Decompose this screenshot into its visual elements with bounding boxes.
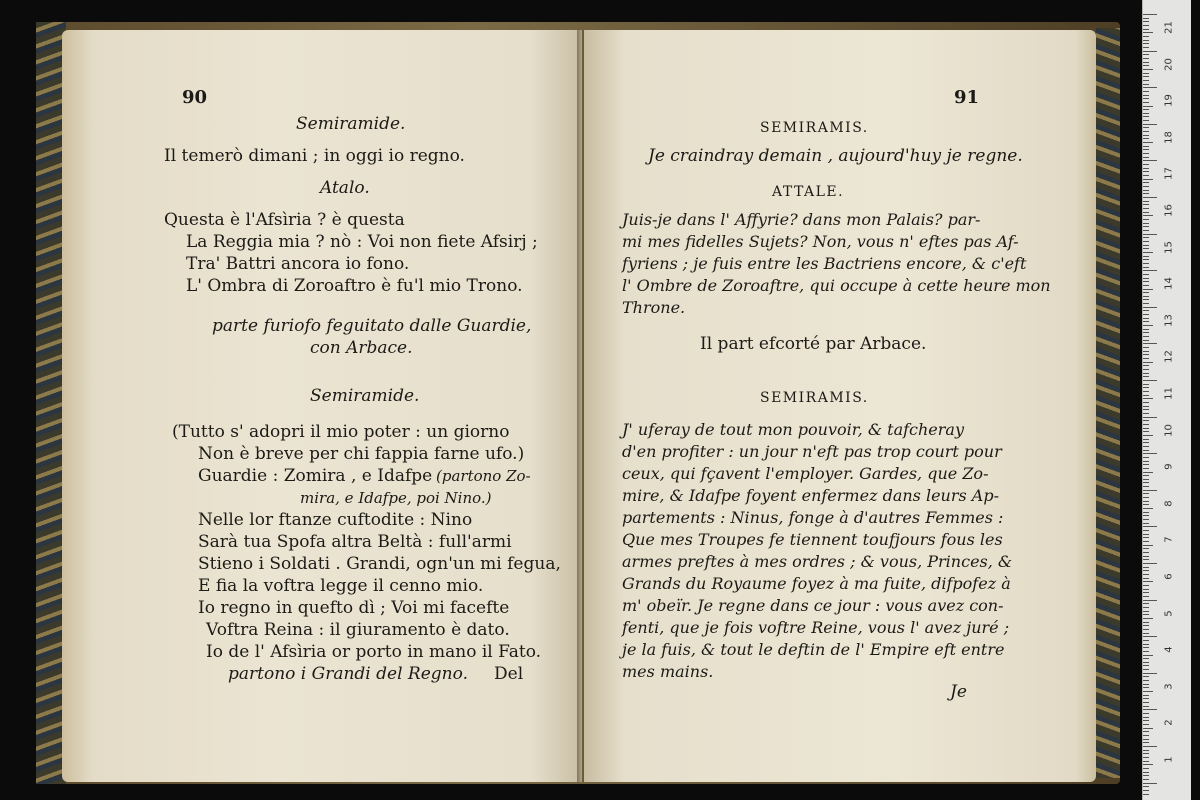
verse-line: La Reggia mia ? nò : Voi non fiete Afsirj ; bbox=[186, 232, 538, 252]
ruler-tick bbox=[1143, 742, 1149, 743]
speaker-heading: SEMIRAMIS. bbox=[760, 120, 869, 136]
ruler-tick bbox=[1143, 772, 1149, 773]
ruler-tick bbox=[1143, 340, 1149, 341]
ruler-tick bbox=[1143, 241, 1149, 242]
prose-line: Throne. bbox=[622, 298, 686, 317]
ruler-tick bbox=[1143, 153, 1149, 154]
ruler-tick bbox=[1143, 651, 1149, 652]
ruler-tick bbox=[1143, 665, 1149, 666]
prose-line: fenti, que je fois voftre Reine, vous l' avez juré ; bbox=[622, 618, 1010, 637]
prose-line: mes mains. bbox=[622, 662, 714, 681]
ruler-tick bbox=[1143, 310, 1149, 311]
ruler-tick bbox=[1143, 636, 1157, 637]
ruler-tick bbox=[1143, 794, 1149, 795]
ruler-tick bbox=[1143, 640, 1149, 641]
ruler-tick bbox=[1143, 647, 1149, 648]
ruler-tick bbox=[1143, 303, 1149, 304]
ruler-tick bbox=[1143, 475, 1149, 476]
ruler-tick bbox=[1143, 574, 1149, 575]
ruler-tick bbox=[1143, 343, 1157, 344]
ruler-tick bbox=[1143, 413, 1149, 414]
ruler-tick bbox=[1143, 629, 1149, 630]
ruler-tick bbox=[1143, 80, 1149, 81]
ruler-tick bbox=[1143, 267, 1149, 268]
ruler-tick bbox=[1143, 450, 1149, 451]
ruler-tick bbox=[1143, 552, 1149, 553]
ruler-tick bbox=[1143, 625, 1149, 626]
ruler-tick bbox=[1143, 21, 1149, 22]
ruler-tick bbox=[1143, 537, 1149, 538]
ruler-tick bbox=[1143, 775, 1149, 776]
prose-line: d'en profiter : un jour n'eft pas trop court pour bbox=[622, 442, 1002, 461]
ruler-number: 10 bbox=[1163, 423, 1175, 437]
ruler-tick bbox=[1143, 193, 1149, 194]
stage-direction: partono i Grandi del Regno. bbox=[228, 664, 468, 684]
ruler-tick bbox=[1143, 76, 1149, 77]
prose-line: mi mes fidelles Sujets? Non, vous n' eftes pas Af- bbox=[622, 232, 1019, 251]
ruler-tick bbox=[1143, 208, 1149, 209]
stage-direction: (partono Zo- bbox=[436, 467, 531, 485]
ruler-tick bbox=[1143, 691, 1153, 692]
prose-line: fyriens ; je fuis entre les Bactriens encore, & c'eft bbox=[622, 254, 1027, 273]
ruler-tick bbox=[1143, 54, 1149, 55]
ruler-tick bbox=[1143, 395, 1149, 396]
stage-direction: mira, e Idafpe, poi Nino.) bbox=[300, 489, 492, 507]
ruler-tick bbox=[1143, 464, 1149, 465]
ruler-tick bbox=[1143, 783, 1157, 784]
ruler-tick bbox=[1143, 435, 1153, 436]
ruler-tick bbox=[1143, 29, 1149, 30]
ruler-tick bbox=[1143, 468, 1149, 469]
page-number: 90 bbox=[182, 87, 208, 108]
ruler-tick bbox=[1143, 307, 1157, 308]
ruler-number: 14 bbox=[1163, 277, 1175, 291]
ruler-tick bbox=[1143, 658, 1149, 659]
ruler-tick bbox=[1143, 746, 1157, 747]
ruler-tick bbox=[1143, 669, 1149, 670]
ruler-tick bbox=[1143, 65, 1149, 66]
ruler-tick bbox=[1143, 18, 1149, 19]
ruler-number: 4 bbox=[1163, 646, 1175, 653]
ruler-tick bbox=[1143, 146, 1149, 147]
ruler-tick bbox=[1143, 508, 1153, 509]
ruler-tick bbox=[1143, 431, 1149, 432]
ruler-tick bbox=[1143, 347, 1149, 348]
ruler-tick bbox=[1143, 603, 1149, 604]
ruler-tick bbox=[1143, 14, 1157, 15]
ruler-tick bbox=[1143, 219, 1149, 220]
ruler-tick bbox=[1143, 245, 1149, 246]
ruler-tick bbox=[1143, 182, 1149, 183]
ruler-tick bbox=[1143, 753, 1149, 754]
ruler-tick bbox=[1143, 735, 1149, 736]
verse-line: E fia la voftra legge il cenno mio. bbox=[198, 576, 484, 596]
ruler-tick bbox=[1143, 482, 1149, 483]
speaker-heading: SEMIRAMIS. bbox=[760, 390, 869, 406]
ruler-tick bbox=[1143, 321, 1149, 322]
ruler-tick bbox=[1143, 296, 1149, 297]
stage-direction: parte furiofo feguitato dalle Guardie, bbox=[212, 316, 532, 336]
ruler-tick bbox=[1143, 157, 1149, 158]
ruler-tick bbox=[1143, 504, 1149, 505]
ruler-tick bbox=[1143, 84, 1149, 85]
ruler-number: 11 bbox=[1163, 387, 1175, 400]
ruler-tick bbox=[1143, 398, 1153, 399]
ruler-tick bbox=[1143, 409, 1149, 410]
ruler-tick bbox=[1143, 25, 1149, 26]
speaker-heading: ATTALE. bbox=[772, 184, 845, 200]
ruler-tick bbox=[1143, 106, 1153, 107]
ruler-number: 18 bbox=[1163, 130, 1175, 144]
ruler-number: 3 bbox=[1163, 683, 1175, 690]
ruler-tick bbox=[1143, 32, 1153, 33]
ruler-tick bbox=[1143, 168, 1149, 169]
verse-line: (Tutto s' adopri il mio poter : un giorno bbox=[172, 422, 510, 442]
ruler-number: 1 bbox=[1163, 756, 1175, 763]
ruler-tick bbox=[1143, 201, 1149, 202]
ruler-tick bbox=[1143, 120, 1149, 121]
ruler-number: 16 bbox=[1163, 204, 1175, 217]
ruler-tick bbox=[1143, 684, 1149, 685]
ruler-tick bbox=[1143, 186, 1149, 187]
right-page bbox=[584, 30, 1096, 782]
ruler-tick bbox=[1143, 556, 1149, 557]
ruler-tick bbox=[1143, 720, 1149, 721]
ruler-tick bbox=[1143, 698, 1149, 699]
ruler-tick bbox=[1143, 764, 1153, 765]
ruler-tick bbox=[1143, 98, 1149, 99]
prose-line: m' obeïr. Je regne dans ce jour : vous avez con- bbox=[622, 596, 1004, 615]
ruler-tick bbox=[1143, 750, 1149, 751]
ruler-tick bbox=[1143, 91, 1149, 92]
ruler-tick bbox=[1143, 358, 1149, 359]
ruler-tick bbox=[1143, 585, 1149, 586]
ruler-tick bbox=[1143, 607, 1149, 608]
ruler-tick bbox=[1143, 530, 1149, 531]
ruler-tick bbox=[1143, 387, 1149, 388]
ruler-tick bbox=[1143, 289, 1153, 290]
ruler-number: 20 bbox=[1163, 57, 1175, 71]
catchword: Je bbox=[950, 682, 967, 702]
ruler-tick bbox=[1143, 512, 1149, 513]
ruler-tick bbox=[1143, 160, 1157, 161]
ruler-tick bbox=[1143, 179, 1153, 180]
ruler-tick bbox=[1143, 457, 1149, 458]
ruler-tick bbox=[1143, 135, 1149, 136]
ruler-tick bbox=[1143, 453, 1157, 454]
verse-line: L' Ombra di Zoroaftro è fu'l mio Trono. bbox=[186, 276, 523, 296]
ruler-tick bbox=[1143, 676, 1149, 677]
speaker-heading: Semiramide. bbox=[296, 114, 406, 134]
verse-line: Questa è l'Afsìria ? è questa bbox=[164, 210, 405, 230]
ruler-tick bbox=[1143, 190, 1149, 191]
ruler-tick bbox=[1143, 578, 1149, 579]
prose-line: je la fuis, & tout le deftin de l' Empire eft entre bbox=[622, 640, 1005, 659]
ruler-tick bbox=[1143, 706, 1149, 707]
ruler-tick bbox=[1143, 58, 1149, 59]
ruler-tick bbox=[1143, 314, 1149, 315]
ruler-tick bbox=[1143, 493, 1149, 494]
ruler-tick bbox=[1143, 263, 1149, 264]
ruler-tick bbox=[1143, 230, 1149, 231]
stage-direction: con Arbace. bbox=[310, 338, 413, 358]
ruler-tick bbox=[1143, 757, 1149, 758]
ruler-tick bbox=[1143, 73, 1149, 74]
ruler-tick bbox=[1143, 278, 1149, 279]
ruler-tick bbox=[1143, 102, 1149, 103]
ruler-tick bbox=[1143, 497, 1149, 498]
measuring-ruler bbox=[1142, 0, 1191, 800]
verse-line: Io regno in quefto dì ; Voi mi facefte bbox=[198, 598, 510, 618]
ruler-tick bbox=[1143, 761, 1149, 762]
ruler-tick bbox=[1143, 124, 1157, 125]
marbled-cover-right bbox=[1096, 28, 1120, 778]
ruler-tick bbox=[1143, 164, 1149, 165]
ruler-tick bbox=[1143, 592, 1149, 593]
ruler-tick bbox=[1143, 175, 1149, 176]
ruler-tick bbox=[1143, 116, 1149, 117]
ruler-tick bbox=[1143, 248, 1149, 249]
verse-line: Nelle lor ftanze cuftodite : Nino bbox=[198, 510, 473, 530]
ruler-tick bbox=[1143, 36, 1149, 37]
ruler-tick bbox=[1143, 281, 1149, 282]
ruler-tick bbox=[1143, 779, 1149, 780]
ruler-tick bbox=[1143, 768, 1149, 769]
ruler-number: 12 bbox=[1163, 350, 1175, 364]
ruler-tick bbox=[1143, 354, 1149, 355]
verse-line: Tra' Battri ancora io fono. bbox=[186, 254, 410, 274]
ruler-tick bbox=[1143, 614, 1149, 615]
ruler-tick bbox=[1143, 234, 1157, 235]
catchword: Del bbox=[494, 664, 524, 684]
ruler-number: 6 bbox=[1163, 573, 1175, 580]
ruler-tick bbox=[1143, 731, 1149, 732]
ruler-tick bbox=[1143, 113, 1149, 114]
ruler-tick bbox=[1143, 384, 1149, 385]
ruler-tick bbox=[1143, 51, 1157, 52]
ruler-tick bbox=[1143, 541, 1149, 542]
ruler-number: 13 bbox=[1163, 313, 1175, 327]
ruler-tick bbox=[1143, 655, 1153, 656]
ruler-tick bbox=[1143, 380, 1157, 381]
ruler-tick bbox=[1143, 446, 1149, 447]
page-number: 91 bbox=[954, 87, 980, 108]
ruler-tick bbox=[1143, 226, 1149, 227]
prose-line: Juis-je dans l' Affyrie? dans mon Palais? par- bbox=[622, 210, 981, 229]
ruler-number: 21 bbox=[1163, 21, 1175, 34]
ruler-tick bbox=[1143, 351, 1149, 352]
ruler-tick bbox=[1143, 376, 1149, 377]
ruler-tick bbox=[1143, 47, 1149, 48]
prose-line: l' Ombre de Zoroaftre, qui occupe à cette heure mon bbox=[622, 276, 1051, 295]
stage-direction: Il part efcorté par Arbace. bbox=[700, 334, 927, 354]
ruler-tick bbox=[1143, 461, 1149, 462]
ruler-tick bbox=[1143, 274, 1149, 275]
ruler-tick bbox=[1143, 420, 1149, 421]
ruler-tick bbox=[1143, 486, 1149, 487]
ruler-tick bbox=[1143, 523, 1149, 524]
ruler-tick bbox=[1143, 365, 1149, 366]
ruler-number: 19 bbox=[1163, 94, 1175, 108]
ruler-tick bbox=[1143, 318, 1149, 319]
speaker-heading: Atalo. bbox=[320, 178, 370, 198]
prose-line: mire, & Idafpe foyent enfermez dans leurs Ap- bbox=[622, 486, 999, 505]
ruler-tick bbox=[1143, 329, 1149, 330]
ruler-tick bbox=[1143, 142, 1153, 143]
ruler-tick bbox=[1143, 611, 1149, 612]
ruler-tick bbox=[1143, 373, 1149, 374]
ruler-tick bbox=[1143, 406, 1149, 407]
ruler-tick bbox=[1143, 62, 1149, 63]
ruler-tick bbox=[1143, 369, 1149, 370]
ruler-tick bbox=[1143, 618, 1153, 619]
ruler-number: 7 bbox=[1163, 536, 1175, 544]
verse-line: Non è breve per chi fappia farne ufo.) bbox=[198, 444, 525, 464]
ruler-tick bbox=[1143, 662, 1149, 663]
verse-line: Guardie : Zomira , e Idafpe bbox=[198, 466, 433, 486]
ruler-tick bbox=[1143, 687, 1149, 688]
ruler-tick bbox=[1143, 109, 1149, 110]
ruler-tick bbox=[1143, 252, 1153, 253]
ruler-tick bbox=[1143, 519, 1149, 520]
ruler-tick bbox=[1143, 336, 1149, 337]
left-page bbox=[62, 30, 582, 782]
prose-line: armes preftes à mes ordres ; & vous, Princes, & bbox=[622, 552, 1013, 571]
ruler-tick bbox=[1143, 600, 1157, 601]
ruler-tick bbox=[1143, 644, 1149, 645]
ruler-tick bbox=[1143, 786, 1149, 787]
ruler-number: 9 bbox=[1163, 463, 1175, 470]
ruler-tick bbox=[1143, 391, 1149, 392]
ruler-tick bbox=[1143, 127, 1149, 128]
ruler-tick bbox=[1143, 87, 1157, 88]
ruler-number: 2 bbox=[1163, 719, 1175, 727]
prose-line: Je craindray demain , aujourd'huy je regne. bbox=[648, 146, 1023, 166]
ruler-tick bbox=[1143, 673, 1157, 674]
ruler-tick bbox=[1143, 439, 1149, 440]
ruler-tick bbox=[1143, 332, 1149, 333]
ruler-tick bbox=[1143, 270, 1157, 271]
ruler-tick bbox=[1143, 424, 1149, 425]
ruler-tick bbox=[1143, 171, 1149, 172]
verse-line: Il temerò dimani ; in oggi io regno. bbox=[164, 146, 465, 166]
verse-line: Voftra Reina : il giuramento è dato. bbox=[206, 620, 510, 640]
ruler-tick bbox=[1143, 570, 1149, 571]
ruler-tick bbox=[1143, 442, 1149, 443]
ruler-tick bbox=[1143, 739, 1149, 740]
ruler-tick bbox=[1143, 325, 1153, 326]
verse-line: Stieno i Soldati . Grandi, ogn'un mi fegua, bbox=[198, 554, 561, 574]
ruler-tick bbox=[1143, 43, 1149, 44]
ruler-tick bbox=[1143, 702, 1149, 703]
ruler-tick bbox=[1143, 40, 1149, 41]
ruler-number: 15 bbox=[1163, 240, 1175, 254]
ruler-tick bbox=[1143, 95, 1149, 96]
ruler-tick bbox=[1143, 402, 1149, 403]
ruler-tick bbox=[1143, 534, 1149, 535]
ruler-tick bbox=[1143, 428, 1149, 429]
prose-line: J' uferay de tout mon pouvoir, & tafcheray bbox=[622, 420, 964, 439]
prose-line: partements : Ninus, fonge à d'autres Femmes : bbox=[622, 508, 1004, 527]
ruler-tick bbox=[1143, 501, 1149, 502]
ruler-tick bbox=[1143, 790, 1149, 791]
ruler-tick bbox=[1143, 695, 1149, 696]
ruler-tick bbox=[1143, 472, 1153, 473]
ruler-tick bbox=[1143, 728, 1153, 729]
prose-line: Grands du Royaume foyez à ma fuite, difpofez à bbox=[622, 574, 1011, 593]
ruler-tick bbox=[1143, 479, 1149, 480]
ruler-number: 17 bbox=[1163, 167, 1175, 181]
ruler-tick bbox=[1143, 622, 1149, 623]
ruler-tick bbox=[1143, 256, 1149, 257]
ruler-tick bbox=[1143, 545, 1153, 546]
ruler-tick bbox=[1143, 417, 1157, 418]
ruler-number: 8 bbox=[1163, 500, 1175, 507]
ruler-tick bbox=[1143, 559, 1149, 560]
prose-line: Que mes Troupes fe tiennent toufjours fous les bbox=[622, 530, 1003, 549]
ruler-tick bbox=[1143, 69, 1153, 70]
ruler-tick bbox=[1143, 131, 1149, 132]
ruler-tick bbox=[1143, 259, 1149, 260]
ruler-tick bbox=[1143, 204, 1149, 205]
ruler-tick bbox=[1143, 149, 1149, 150]
ruler-tick bbox=[1143, 138, 1149, 139]
ruler-tick bbox=[1143, 589, 1149, 590]
ruler-tick bbox=[1143, 197, 1157, 198]
ruler-tick bbox=[1143, 548, 1149, 549]
prose-line: ceux, qui fçavent l'employer. Gardes, que Zo- bbox=[622, 464, 989, 483]
ruler-tick bbox=[1143, 713, 1149, 714]
ruler-tick bbox=[1143, 596, 1149, 597]
ruler-tick bbox=[1143, 633, 1149, 634]
speaker-heading: Semiramide. bbox=[310, 386, 420, 406]
verse-line: Io de l' Afsìria or porto in mano il Fato. bbox=[206, 642, 542, 662]
ruler-tick bbox=[1143, 285, 1149, 286]
ruler-tick bbox=[1143, 490, 1157, 491]
ruler-tick bbox=[1143, 680, 1149, 681]
ruler-tick bbox=[1143, 362, 1153, 363]
ruler-tick bbox=[1143, 581, 1153, 582]
ruler-tick bbox=[1143, 215, 1153, 216]
ruler-number: 5 bbox=[1163, 609, 1175, 617]
ruler-tick bbox=[1143, 223, 1149, 224]
ruler-tick bbox=[1143, 567, 1149, 568]
ruler-tick bbox=[1143, 299, 1149, 300]
ruler-tick bbox=[1143, 292, 1149, 293]
ruler-tick bbox=[1143, 526, 1157, 527]
ruler-tick bbox=[1143, 212, 1149, 213]
ruler-tick bbox=[1143, 563, 1157, 564]
ruler-tick bbox=[1143, 724, 1149, 725]
ruler-tick bbox=[1143, 709, 1157, 710]
ruler-tick bbox=[1143, 717, 1149, 718]
ruler-tick bbox=[1143, 515, 1149, 516]
verse-line: Sarà tua Spofa altra Beltà : full'armi bbox=[198, 532, 512, 552]
ruler-tick bbox=[1143, 237, 1149, 238]
